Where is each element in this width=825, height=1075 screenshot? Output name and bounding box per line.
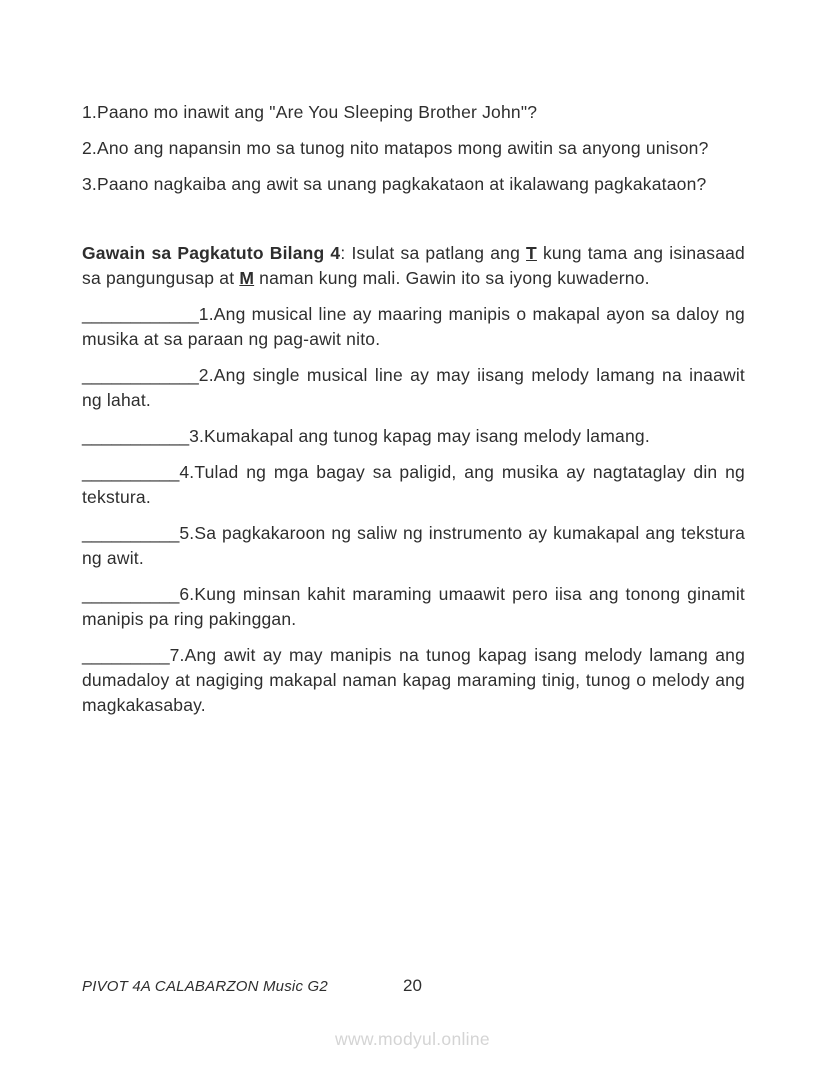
- watermark-text: www.modyul.online: [335, 1029, 490, 1049]
- activity-item-4-text: 4.Tulad ng mga bagay sa paligid, ang musika ay nagtataglay din ng tekstura.: [82, 462, 745, 507]
- activity-item-6-text: 6.Kung minsan kahit maraming umaawit pero iisa ang tonong ginamit manipis pa ring pakinggan.: [82, 584, 745, 629]
- answer-blank-6: __________: [82, 584, 180, 604]
- answer-blank-3: ___________: [82, 426, 190, 446]
- page-number: 20: [403, 976, 422, 995]
- answer-blank-4: __________: [82, 462, 180, 482]
- activity-item-5-text: 5.Sa pagkakaroon ng saliw ng instrumento ay kumakapal ang tekstura ng awit.: [82, 523, 745, 568]
- activity-instruction-part1: : Isulat sa patlang ang: [340, 243, 527, 263]
- activity-item-2: [82, 363, 745, 413]
- activity-item-1: [82, 302, 745, 352]
- activity-item-7: [82, 643, 745, 718]
- page-content: [82, 100, 745, 718]
- answer-blank-2: ____________: [82, 365, 199, 385]
- activity-item-4: [82, 460, 745, 510]
- question-3-text: 3.Paano nagkaiba ang awit sa unang pagkakataon at ikalawang pagkakataon?: [82, 174, 707, 194]
- question-1: [82, 100, 745, 125]
- activity-item-5: [82, 521, 745, 571]
- activity-item-7-text: 7.Ang awit ay may manipis na tunog kapag isang melody lamang ang dumadaloy at nagiging makapal naman kapag maraming tinig, tunog o melody ang magkakasabay.: [82, 645, 745, 715]
- activity-item-6: [82, 582, 745, 632]
- activity-item-3-text: 3.Kumakapal ang tunog kapag may isang melody lamang.: [189, 426, 650, 446]
- question-3: [82, 172, 745, 197]
- activity-letter-t: T: [526, 243, 537, 263]
- activity-title: Gawain sa Pagkatuto Bilang 4: [82, 243, 341, 263]
- answer-blank-1: ____________: [82, 304, 199, 324]
- activity-instruction-part3: naman kung mali. Gawin ito sa iyong kuwaderno.: [254, 268, 650, 288]
- answer-blank-5: __________: [82, 523, 180, 543]
- answer-blank-7: _________: [82, 645, 170, 665]
- activity-item-1-text: 1.Ang musical line ay maaring manipis o makapal ayon sa daloy ng musika at sa paraan ng pag-awit nito.: [82, 304, 745, 349]
- question-2-text: 2.Ano ang napansin mo sa tunog nito matapos mong awitin sa anyong unison?: [82, 138, 709, 158]
- question-1-text: 1.Paano mo inawit ang "Are You Sleeping Brother John"?: [82, 102, 538, 122]
- footer-module-label: PIVOT 4A CALABARZON Music G2: [82, 978, 328, 995]
- activity-instruction-part2: kung tama ang isinasaad sa pangungusap at: [82, 243, 745, 288]
- question-2: [82, 136, 745, 161]
- activity-instruction: [82, 241, 745, 291]
- activity-item-3: [82, 424, 745, 449]
- activity-letter-m: M: [239, 268, 255, 288]
- activity-item-2-text: 2.Ang single musical line ay may iisang melody lamang na inaawit ng lahat.: [82, 365, 745, 410]
- page-footer: [0, 976, 825, 998]
